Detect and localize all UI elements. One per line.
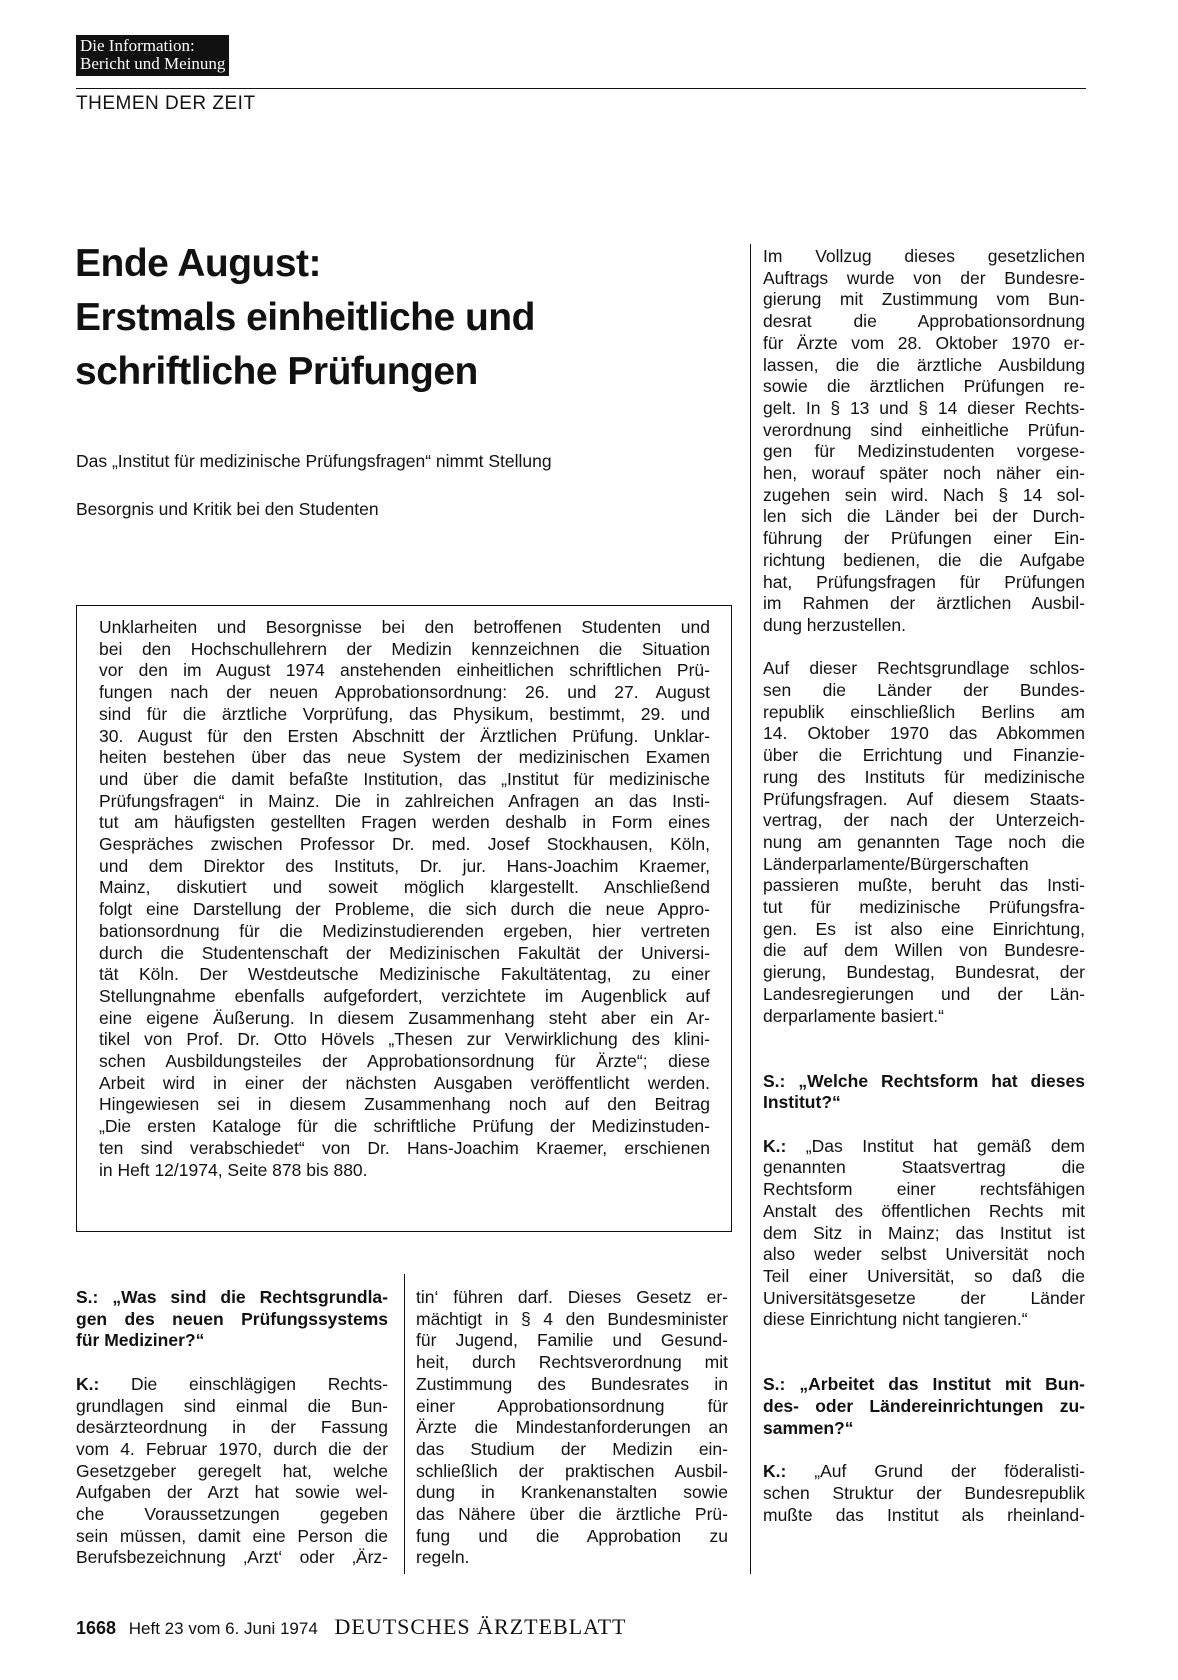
text-line: lassen, die die ärztliche Ausbildung bbox=[763, 354, 1085, 375]
column-divider bbox=[750, 244, 751, 1574]
text-line: Auftrags wurde von der Bundesre- bbox=[763, 267, 1085, 288]
text-line: desrat die Approbationsordnung bbox=[763, 311, 1085, 332]
intro-line: ten sind verabschiedet“ von Dr. Hans-Joachim Kraemer, erschienen bbox=[99, 1137, 710, 1158]
answer-line: dem Sitz in Mainz; das Institut ist bbox=[763, 1222, 1085, 1243]
text-line: nung am genannten Tage noch die bbox=[763, 831, 1085, 852]
intro-line: fungen nach der neuen Approbationsordnung: 26. und 27. August bbox=[99, 682, 710, 703]
intro-line: in Heft 12/1974, Seite 878 bis 880. bbox=[99, 1159, 368, 1180]
intro-line: schen Ausbildungsteiles der Approbationsordnung für Ärzte“; diese bbox=[99, 1051, 710, 1072]
column-divider bbox=[404, 1274, 405, 1574]
right-column bbox=[763, 246, 1085, 1526]
answer-line: mußte das Institut als rheinland- bbox=[763, 1504, 1085, 1525]
answer-line: diese Einrichtung nicht tangieren.“ bbox=[763, 1309, 1028, 1330]
intro-line: heiten bestehen über das neue System der medizinischen Examen bbox=[99, 747, 710, 768]
intro-line: Mainz, diskutiert und soweit möglich klargestellt. Anschließend bbox=[99, 877, 710, 898]
text-line: gierung mit Zustimmung vom Bun- bbox=[763, 289, 1085, 310]
text-line: die auf dem Willen von Bundesre- bbox=[763, 940, 1085, 961]
subtitle: Das „Institut für medizinische Prüfungsfragen“ nimmt Stellung bbox=[76, 451, 552, 471]
text-line: hat, Prüfungsfragen für Prüfungen bbox=[763, 571, 1085, 592]
answer-line bbox=[763, 1461, 1085, 1483]
answer-line: Teil einer Universität, so daß die bbox=[763, 1265, 1085, 1286]
intro-line: bei den Hochschullehrern der Medizin kennzeichnen die Situation bbox=[99, 638, 710, 659]
intro-line: Unklarheiten und Besorgnisse bei den betroffenen Studenten und bbox=[99, 617, 710, 637]
text-line: Ärzte die Mindestanforderungen an bbox=[416, 1417, 728, 1438]
intro-line: Gespräches zwischen Professor Dr. med. Josef Stockhausen, Köln, bbox=[99, 834, 710, 855]
intro-line: vor den im August 1974 anstehenden einheitlichen schriftlichen Prü- bbox=[99, 660, 710, 681]
answer-text: „Auf Grund der föderalisti- bbox=[786, 1461, 1085, 1482]
intro-line: Stellungnahme ebenfalls aufgefordert, verzichtete im Augenblick auf bbox=[99, 985, 710, 1006]
text-line: führung der Prüfungen einer Ein- bbox=[763, 528, 1085, 549]
answer-line: che Voraussetzungen gegeben bbox=[76, 1504, 388, 1525]
section-label: THEMEN DER ZEIT bbox=[76, 93, 256, 114]
text-line: schließlich der praktischen Ausbil- bbox=[416, 1460, 728, 1481]
intro-text bbox=[99, 617, 710, 1181]
text-line: hen, worauf später noch näher ein- bbox=[763, 463, 1085, 484]
answer-line: genannten Staatsvertrag die bbox=[763, 1157, 1085, 1178]
page-number: 1668 bbox=[76, 1618, 117, 1638]
badge-line-1: Die Information: bbox=[80, 36, 195, 55]
answer-line: Gesetzgeber geregelt hat, welche bbox=[76, 1460, 388, 1481]
text-line: Auf dieser Rechtsgrundlage schlos- bbox=[763, 658, 1085, 679]
text-line: vertrag, der nach der Unterzeich- bbox=[763, 810, 1085, 831]
answer-line: vom 4. Februar 1970, durch die der bbox=[76, 1438, 388, 1459]
intro-line: Hingewiesen sei in diesem Zusammenhang noch auf den Beitrag bbox=[99, 1094, 710, 1115]
question-line: S.: „Was sind die Rechtsgrundla- bbox=[76, 1287, 388, 1307]
text-line: regeln. bbox=[416, 1547, 470, 1568]
text-line: len sich die Länder bei der Durch- bbox=[763, 506, 1085, 527]
left-column bbox=[76, 1287, 388, 1569]
intro-line: 30. August für den Ersten Abschnitt der Ärztlichen Prüfung. Unklar- bbox=[99, 725, 710, 746]
answer-line bbox=[763, 1136, 1085, 1158]
answer-line: sein müssen, damit eine Person die bbox=[76, 1525, 388, 1546]
answer-line: Rechtsform einer rechtsfähigen bbox=[763, 1179, 1085, 1200]
text-line: tut für medizinische Prüfungsfra- bbox=[763, 897, 1085, 918]
intro-line: und dem Direktor des Instituts, Dr. jur. Hans-Joachim Kraemer, bbox=[99, 855, 710, 876]
text-line: rung des Instituts für medizinische bbox=[763, 766, 1085, 787]
intro-line: tut am häufigsten gestellten Fragen werden deshalb in Form eines bbox=[99, 812, 710, 833]
text-line: verordnung sind einheitliche Prüfun- bbox=[763, 419, 1085, 440]
paragraph-gap bbox=[76, 1352, 388, 1374]
answer-text: „Das Institut hat gemäß dem bbox=[786, 1135, 1085, 1156]
paragraph-gap bbox=[763, 1114, 1085, 1136]
paragraph-gap bbox=[763, 1440, 1085, 1462]
intro-line: folgt eine Darstellung der Probleme, die sich durch die neue Appro- bbox=[99, 899, 710, 920]
intro-line: bationsordnung für die Medizinstudierenden ergeben, hier vertreten bbox=[99, 920, 710, 941]
intro-line: sind für die ärztliche Vorprüfung, das Physikum, bestimmt, 29. und bbox=[99, 703, 710, 724]
intro-line: Prüfungsfragen“ in Mainz. Die in zahlreichen Anfragen an das Insti- bbox=[99, 790, 710, 811]
text-line: zugehen sein wird. Nach § 14 sol- bbox=[763, 484, 1085, 505]
headline-line-1: Ende August: bbox=[75, 242, 322, 285]
section-badge bbox=[76, 35, 229, 76]
page-footer bbox=[76, 1614, 626, 1640]
answer-line: Anstalt des öffentlichen Rechts mit bbox=[763, 1200, 1085, 1221]
text-line: republik einschließlich Berlins am bbox=[763, 701, 1085, 722]
text-line: das Studium der Medizin ein- bbox=[416, 1438, 728, 1459]
text-line: für Jugend, Familie und Gesund- bbox=[416, 1330, 728, 1351]
answer-line: Berufsbezeichnung ‚Arzt‘ oder ‚Ärz- bbox=[76, 1547, 388, 1568]
text-line: gierung, Bundestag, Bundesrat, der bbox=[763, 962, 1085, 983]
intro-line: Arbeit wird in einer der nächsten Ausgaben veröffentlicht werden. bbox=[99, 1072, 710, 1093]
text-line: über die Errichtung und Finanzie- bbox=[763, 745, 1085, 766]
text-line: das Nähere über die ärztliche Prü- bbox=[416, 1504, 728, 1525]
text-line: für Ärzte vom 28. Oktober 1970 er- bbox=[763, 332, 1085, 353]
paragraph-gap bbox=[763, 1049, 1085, 1071]
headline-line-3: schriftliche Prüfungen bbox=[75, 350, 478, 393]
intro-line: und über die damit befaßte Institution, das „Institut für medizinische bbox=[99, 768, 710, 789]
question-line: S.: „Arbeitet das Institut mit Bun- bbox=[763, 1374, 1085, 1395]
text-line: gen für Medizinstudenten vorgese- bbox=[763, 441, 1085, 462]
subtitle: Besorgnis und Kritik bei den Studenten bbox=[76, 499, 379, 519]
question-line: gen des neuen Prüfungssystems bbox=[76, 1308, 388, 1329]
badge-line-2: Bericht und Meinung bbox=[80, 54, 226, 73]
text-line: sowie die ärztlichen Prüfungen re- bbox=[763, 376, 1085, 397]
answer-line: Universitätsgesetze der Länder bbox=[763, 1287, 1085, 1308]
text-line: tin‘ führen darf. Dieses Gesetz er- bbox=[416, 1287, 728, 1307]
text-line: heit, durch Rechtsverordnung mit bbox=[416, 1352, 728, 1373]
header-rule bbox=[76, 88, 1086, 89]
headline-line-2: Erstmals einheitliche und bbox=[75, 296, 535, 339]
journal-name: DEUTSCHES ÄRZTEBLATT bbox=[334, 1614, 627, 1639]
answer-line: schen Struktur der Bundesrepublik bbox=[763, 1482, 1085, 1503]
answer-line bbox=[76, 1374, 388, 1396]
text-line: mächtigt in § 4 den Bundesminister bbox=[416, 1308, 728, 1329]
issue-info: Heft 23 vom 6. Juni 1974 bbox=[128, 1619, 318, 1638]
text-line: Zustimmung des Bundesrates in bbox=[416, 1373, 728, 1394]
answer-label: K.: bbox=[763, 1461, 787, 1482]
text-line: im Rahmen der ärztlichen Ausbil- bbox=[763, 593, 1085, 614]
text-line: dung herzustellen. bbox=[763, 614, 907, 635]
intro-line: tikel von Prof. Dr. Otto Hövels „Thesen zur Verwirklichung des klini- bbox=[99, 1029, 710, 1050]
middle-column bbox=[416, 1287, 728, 1569]
intro-line: tät Köln. Der Westdeutsche Medizinische Fakultätentag, zu einer bbox=[99, 964, 710, 985]
question-line: für Mediziner?“ bbox=[76, 1330, 205, 1351]
question-line: Institut?“ bbox=[763, 1092, 841, 1113]
text-line: passieren mußte, beruht das Insti- bbox=[763, 875, 1085, 896]
text-line: richtung bedienen, die die Aufgabe bbox=[763, 549, 1085, 570]
question-line: des- oder Ländereinrichtungen zu- bbox=[763, 1396, 1085, 1417]
text-line: Landesregierungen und der Län- bbox=[763, 983, 1085, 1004]
paragraph-gap bbox=[763, 637, 1085, 659]
answer-line: also weder selbst Universität noch bbox=[763, 1244, 1085, 1265]
question-line: sammen?“ bbox=[763, 1417, 854, 1438]
answer-label: K.: bbox=[763, 1135, 787, 1156]
answer-line: Aufgaben der Arzt hat sowie wel- bbox=[76, 1482, 388, 1503]
intro-line: „Die ersten Kataloge für die schriftliche Prüfung der Medizinstuden- bbox=[99, 1116, 710, 1137]
text-line: sen die Länder der Bundes- bbox=[763, 680, 1085, 701]
text-line: 14. Oktober 1970 das Abkommen bbox=[763, 723, 1085, 744]
answer-line: grundlagen sind einmal die Bun- bbox=[76, 1395, 388, 1416]
text-line: Im Vollzug dieses gesetzlichen bbox=[763, 246, 1085, 266]
question-line: S.: „Welche Rechtsform hat dieses bbox=[763, 1070, 1085, 1091]
paragraph-gap bbox=[763, 1331, 1085, 1353]
intro-line: durch die Studentenschaft der Medizinischen Fakultät der Universi- bbox=[99, 942, 710, 963]
text-line: einer Approbationsordnung für bbox=[416, 1395, 728, 1416]
text-line: derparlamente basiert.“ bbox=[763, 1005, 944, 1026]
answer-label: K.: bbox=[76, 1373, 100, 1394]
answer-line: desärzteordnung in der Fassung bbox=[76, 1417, 388, 1438]
intro-line: eine eigene Äußerung. In diesem Zusammenhang steht aber ein Ar- bbox=[99, 1007, 710, 1028]
text-line: gen. Es ist also eine Einrichtung, bbox=[763, 918, 1085, 939]
paragraph-gap bbox=[763, 1353, 1085, 1375]
text-line: Prüfungsfragen. Auf diesem Staats- bbox=[763, 788, 1085, 809]
text-line: Länderparlamente/Bürgerschaften bbox=[763, 853, 1029, 874]
text-line: fung und die Approbation zu bbox=[416, 1525, 728, 1546]
text-line: dung in Krankenanstalten sowie bbox=[416, 1482, 728, 1503]
headline bbox=[75, 237, 675, 399]
paragraph-gap bbox=[763, 1027, 1085, 1049]
text-line: gelt. In § 13 und § 14 dieser Rechts- bbox=[763, 397, 1085, 418]
answer-text: Die einschlägigen Rechts- bbox=[99, 1373, 388, 1394]
